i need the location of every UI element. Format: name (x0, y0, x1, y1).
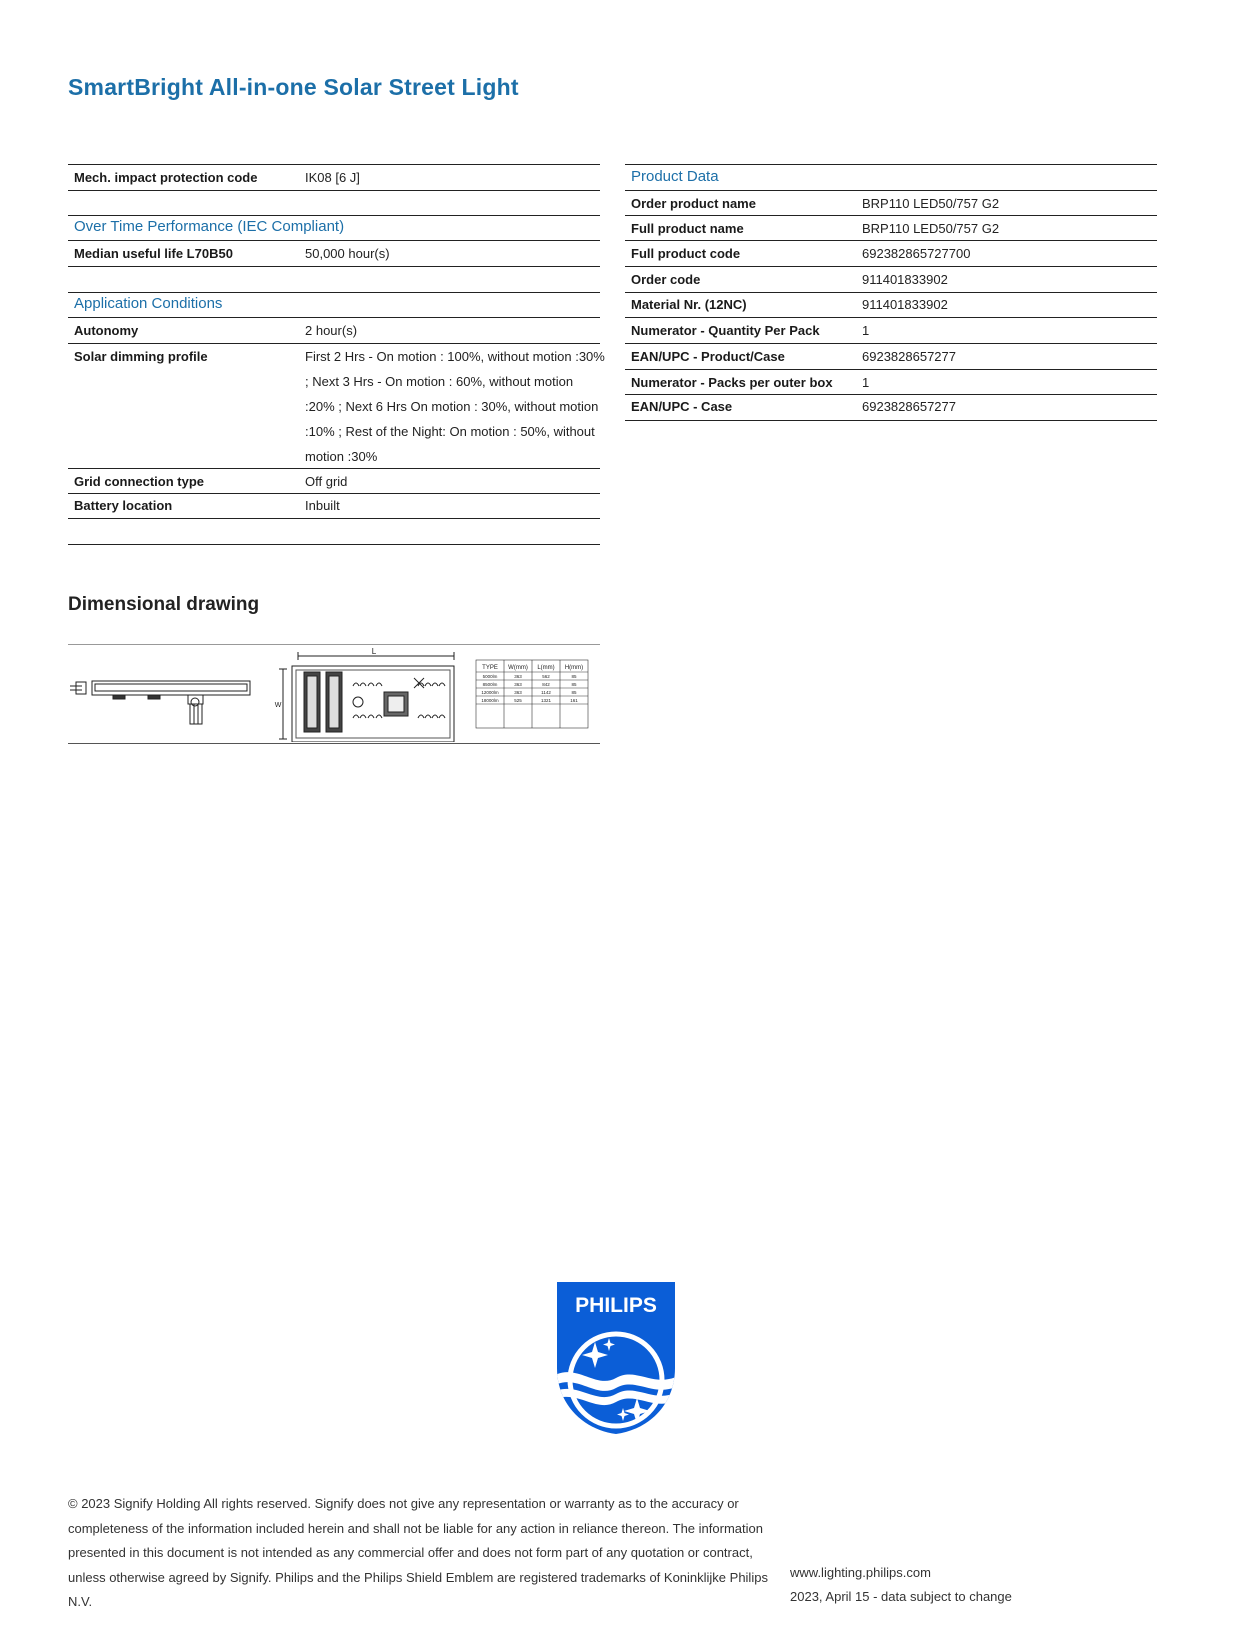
divider (68, 644, 600, 645)
divider (68, 518, 600, 519)
pd-label-material-nr: Material Nr. (12NC) (631, 297, 747, 312)
dimensional-drawing (68, 646, 600, 742)
divider (68, 190, 600, 191)
dimension-label-w: W (274, 702, 282, 709)
divider (68, 266, 600, 267)
dim-table-cell: 85 (571, 674, 577, 679)
pd-value-order-code: 911401833902 (862, 272, 948, 287)
pd-label-packs-per-outer-box: Numerator - Packs per outer box (631, 375, 833, 390)
divider (625, 164, 1157, 165)
dimming-profile-value: First 2 Hrs - On motion : 100%, without motion :30% ; Next 3 Hrs - On motion : 60%, without motion :20% ; Next 6 Hrs On motion : 30%, without motion :10% ; Rest of the Night: On motion : 50%, without motion :30% (305, 349, 605, 464)
dim-table-cell: 562 (542, 674, 550, 679)
divider (68, 164, 600, 165)
autonomy-label: Autonomy (74, 323, 139, 338)
side-view-drawing (70, 681, 250, 724)
dim-table-cell: 85 (571, 690, 577, 695)
mech-impact-value: IK08 [6 J] (305, 170, 360, 185)
divider (68, 493, 600, 494)
dim-table-cell: 12000lm (481, 690, 499, 695)
pd-label-ean-case: EAN/UPC - Case (631, 399, 733, 414)
footer-date-note: 2023, April 15 - data subject to change (790, 1589, 1012, 1604)
pd-value-material-nr: 911401833902 (862, 297, 948, 312)
pd-label-full-product-code: Full product code (631, 246, 741, 261)
battery-location-value: Inbuilt (305, 498, 340, 513)
dimensional-drawing-heading: Dimensional drawing (68, 594, 260, 615)
footer-legal-text: © 2023 Signify Holding All rights reserved. Signify does not give any representation or warranty as to the accuracy or completeness of the information included herein and shall not be liable for any action in reliance thereon. The information presented in this document is not intended as any commercial offer and does not form part of any quotation or contract, unless otherwise agreed by Signify. Philips and the Philips Shield Emblem are registered trademarks of Koninklijke Philips N.V. (68, 1496, 768, 1609)
dim-table-cell: 842 (542, 682, 550, 687)
dim-table-cell: 85 (571, 682, 577, 687)
philips-shield-logo (555, 1280, 677, 1436)
divider (625, 190, 1157, 191)
section-heading-application: Application Conditions (74, 295, 223, 312)
dim-table-header: W(mm) (508, 665, 528, 671)
product-data-heading: Product Data (631, 168, 719, 185)
dim-table-cell: 1142 (541, 690, 551, 695)
top-view-drawing (279, 652, 454, 742)
section-heading-over-time: Over Time Performance (IEC Compliant) (74, 218, 345, 235)
battery-location-label: Battery location (74, 498, 173, 513)
pd-value-qty-per-pack: 1 (862, 323, 870, 338)
divider (625, 343, 1157, 344)
dim-table-cell: 1321 (540, 698, 552, 703)
dim-table-cell: 363 (514, 690, 522, 695)
dim-table-cell: 363 (514, 674, 522, 679)
divider (68, 317, 600, 318)
pd-value-order-product-name: BRP110 LED50/757 G2 (862, 196, 1000, 211)
dimming-profile-label: Solar dimming profile (74, 349, 208, 364)
pd-label-order-product-name: Order product name (631, 196, 756, 211)
page-title: SmartBright All-in-one Solar Street Light (68, 74, 519, 100)
divider (68, 292, 600, 293)
footer-website: www.lighting.philips.com (790, 1565, 931, 1580)
divider (68, 240, 600, 241)
pd-label-full-product-name: Full product name (631, 221, 744, 236)
dim-table-cell: 18000lm (481, 698, 499, 703)
pd-value-ean-case: 6923828657277 (862, 399, 956, 414)
dim-table-cell: 525 (514, 698, 522, 703)
dim-table-header: TYPE (482, 665, 498, 671)
grid-connection-value: Off grid (305, 474, 348, 489)
divider (68, 544, 600, 545)
pd-value-ean-product-case: 6923828657277 (862, 349, 956, 364)
median-life-value: 50,000 hour(s) (305, 246, 390, 261)
grid-connection-label: Grid connection type (74, 474, 205, 489)
divider (625, 266, 1157, 267)
pd-value-full-product-name: BRP110 LED50/757 G2 (862, 221, 1000, 236)
divider (625, 317, 1157, 318)
dim-table-cell: 5000lm (482, 674, 498, 679)
dim-table-header: H(mm) (564, 665, 584, 671)
dimension-label-l: L (371, 647, 377, 656)
dim-table-cell: 363 (514, 682, 522, 687)
divider (625, 394, 1157, 395)
divider (68, 468, 600, 469)
divider (625, 420, 1157, 421)
divider (68, 215, 600, 216)
divider (625, 215, 1157, 216)
pd-value-packs-per-outer-box: 1 (862, 375, 870, 390)
pd-value-full-product-code: 692382865727700 (862, 246, 971, 261)
divider (68, 743, 600, 744)
pd-label-order-code: Order code (631, 272, 701, 287)
dim-table-header: L(mm) (537, 665, 555, 671)
pd-label-qty-per-pack: Numerator - Quantity Per Pack (631, 323, 820, 338)
mech-impact-label: Mech. impact protection code (74, 170, 258, 185)
philips-wordmark: PHILIPS (575, 1294, 657, 1317)
dim-table-cell: 161 (570, 698, 578, 703)
autonomy-value: 2 hour(s) (305, 323, 358, 338)
pd-label-ean-product-case: EAN/UPC - Product/Case (631, 349, 785, 364)
divider (625, 369, 1157, 370)
divider (625, 292, 1157, 293)
divider (625, 240, 1157, 241)
median-life-label: Median useful life L70B50 (74, 246, 233, 261)
dim-table-cell: 8500lm (482, 682, 498, 687)
